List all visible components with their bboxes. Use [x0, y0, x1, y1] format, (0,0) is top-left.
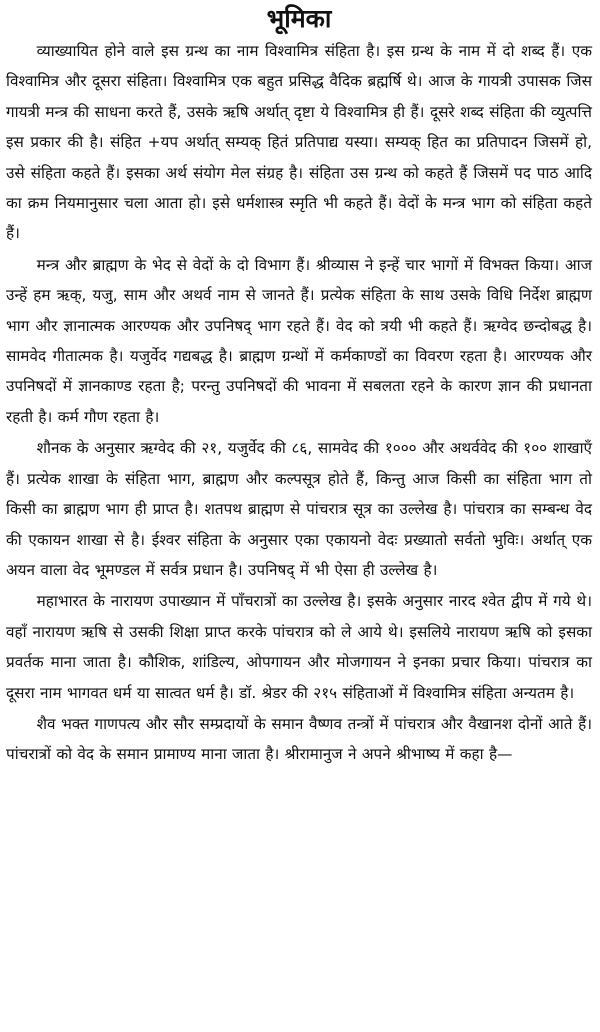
paragraph-5: शैव भक्त गाणपत्य और सौर सम्प्रदायों के समान वैष्णव तन्त्रों में पांचरात्र और वैखानश दोनों आते हैं। पांचरात्रों को वेद के समान प्रामाण्य माना जाता है। श्रीरामानुज ने अपने श्रीभाष्य में कहा है— — [6, 714, 592, 764]
paragraph-4: महाभारत के नारायण उपाख्यान में पाँचरात्रों का उल्लेख है। इसके अनुसार नारद श्वेत द्वीप में गये थे। वहाँ नारायण ऋषि से उसकी शिक्षा प्राप्त करके पांचरात्र को ले आये थे। इसलिये नारायण ऋषि को इसका प्रवर्तक माना जाता है। कौशिक, शांडिल्य, ओपगायन और मोजगायन ने इनका प्रचार किया। पांचरात्र का दूसरा नाम भागवत धर्म या सात्वत धर्म है। डॉ. श्रेडर की २१५ संहिताओं में विश्वामित्र संहिता अन्यतम है। — [6, 592, 592, 702]
paragraph-2: मन्त्र और ब्राह्मण के भेद से वेदों के दो विभाग हैं। श्रीव्यास ने इन्हें चार भागों में विभक्त किया। आज उन्हें हम ऋक्, यजु, साम और अथर्व नाम से जानते हैं। प्रत्येक संहिता के साथ उसके विधि निर्देश ब्राह्मण भाग और ज्ञानात्मक आरण्यक और उपनिषद् भाग रहते हैं। वेद को त्रयी भी कहते हैं। ऋग्वेद छन्दोबद्ध है। सामवेद गीतात्मक है। यजुर्वेद गद्यबद्ध है। ब्राह्मण ग्रन्थों में कर्मकाण्डों का विवरण रहता है। आरण्यक और उपनिषदों में ज्ञानकाण्ड रहता है; परन्तु उपनिषदों की भावना में सबलता रहने के कारण ज्ञान की प्रधानता रहती है। कर्म गौण रहता है। — [6, 255, 592, 426]
page-title: भूमिका — [266, 4, 332, 33]
paragraph-3: शौनक के अनुसार ऋग्वेद की २१, यजुर्वेद की ८६, सामवेद की १००० और अथर्ववेद की १०० शाखाएँ हैं। प्रत्येक शाखा के संहिता भाग, ब्राह्मण और कल्पसूत्र होते हैं, किन्तु आज किसी का संहिता भाग तो किसी का ब्राह्मण भाग ही प्राप्त है। शतपथ ब्राह्मण से पांचरात्र सूत्र का उल्लेख है। पांचरात्र का सम्बन्ध वेद की एकायन शाखा से है। ईश्वर संहिता के अनुसार एका एकायनो वेदः प्रख्यातो सर्वतो भुविः। अर्थात् एक अयन वाला वेद भूमण्डल में सर्वत्र प्रधान है। उपनिषद् में भी ऐसा ही उल्लेख है। — [6, 439, 592, 579]
paragraph-1: व्याख्यायित होने वाले इस ग्रन्थ का नाम विश्वामित्र संहिता है। इस ग्रन्थ के नाम में दो शब्द हैं। एक विश्वामित्र और दूसरा संहिता। विश्वामित्र एक बहुत प्रसिद्ध वैदिक ब्रह्मर्षि थे। आज के गायत्री उपासक जिस गायत्री मन्त्र की साधना करते हैं, उसके ऋषि अर्थात् दृष्टा ये विश्वामित्र ही हैं। दूसरे शब्द संहिता की व्युत्पत्ति इस प्रकार की है। संहित +यप अर्थात् सम्यक् हितं प्रतिपाद्य यस्या। सम्यक् हित का प्रतिपादन जिसमें हो, उसे संहिता कहते हैं। इसका अर्थ संयोग मेल संग्रह है। संहिता उस ग्रन्थ को कहते हैं जिसमें पद पाठ आदि का क्रम नियमानुसार चला आता हो। इसे धर्मशास्त्र स्मृति भी कहते हैं। वेदों के मन्त्र भाग को संहिता कहते हैं। — [6, 42, 592, 243]
